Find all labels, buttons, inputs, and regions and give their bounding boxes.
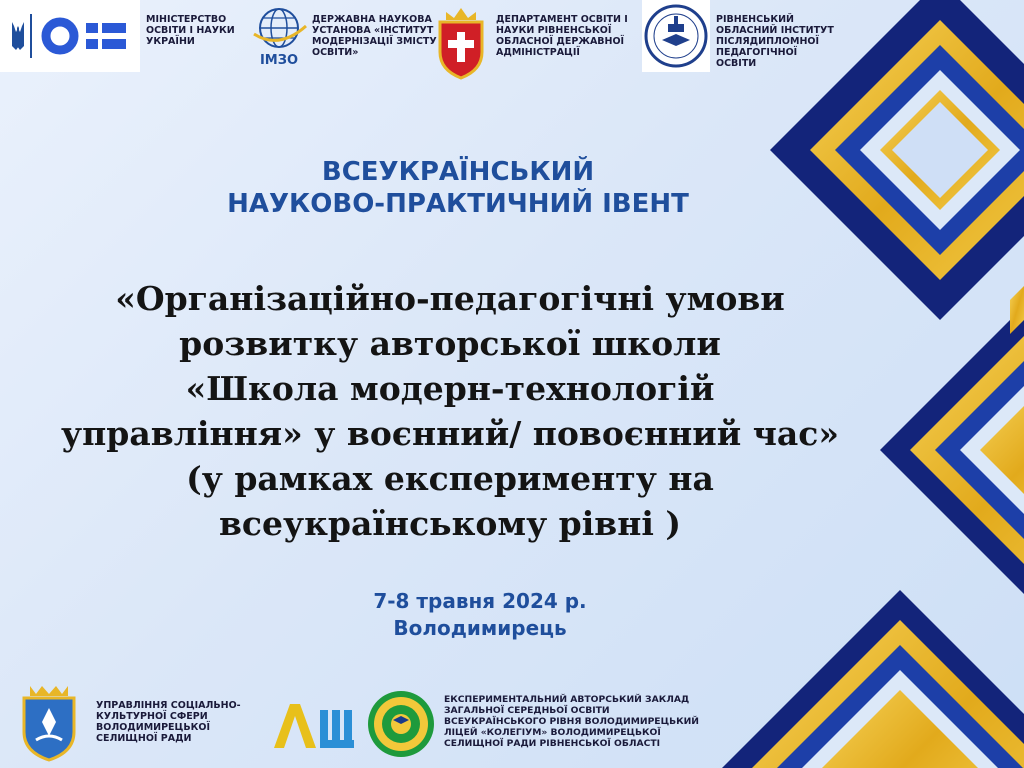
coat-of-arms-icon <box>432 6 490 80</box>
dept-caption: ДЕПАРТАМЕНТ ОСВІТИ І НАУКИ РІВНЕНСЬКОЇ ОБЛАСНОЇ ДЕРЖАВНОЇ АДМІНІСТРАЦІЇ <box>496 14 628 58</box>
event-kind-line2: НАУКОВО-ПРАКТИЧНИЙ ІВЕНТ <box>227 189 689 219</box>
event-title-line: (у рамках експерименту на <box>186 459 714 498</box>
event-kind-heading <box>0 156 970 220</box>
mon-emblem-icon <box>0 0 140 72</box>
volodymyrets-arms-icon <box>16 682 82 762</box>
institute-caption: РІВНЕНСЬКИЙ ОБЛАСНИЙ ІНСТИТУТ ПІСЛЯДИПЛОМНОЇ ПЕДАГОГІЧНОЇ ОСВІТИ <box>716 14 834 69</box>
event-date: 7-8 травня 2024 р. <box>373 589 587 613</box>
lyceum-emblem-icon <box>366 686 436 762</box>
imzo-logo-text: ІМЗО <box>259 53 299 68</box>
event-title-line: «Організаційно-педагогічні умови <box>115 279 785 318</box>
as-school-logo-icon <box>270 696 360 756</box>
imzo-logo <box>250 6 308 68</box>
mon-logo <box>0 0 140 72</box>
imzo-caption: ДЕРЖАВНА НАУКОВА УСТАНОВА «ІНСТИТУТ МОДЕРНІЗАЦІЇ ЗМІСТУ ОСВІТИ» <box>312 14 437 58</box>
diamond-middle <box>880 290 1024 610</box>
event-title-line: «Школа модерн-технологій <box>185 369 715 408</box>
rivne-oblast-coat-of-arms <box>432 6 490 80</box>
lyceum-logo <box>366 686 436 762</box>
volodymyrets-coat-of-arms <box>16 682 82 762</box>
mon-caption: МІНІСТЕРСТВО ОСВІТИ І НАУКИ УКРАЇНИ <box>146 14 235 47</box>
as-logo-text: АШ <box>314 755 316 756</box>
diamond-bottom <box>720 590 1024 768</box>
institute-seal-icon <box>642 0 710 72</box>
lyceum-caption: ЕКСПЕРИМЕНТАЛЬНИЙ АВТОРСЬКИЙ ЗАКЛАД ЗАГАЛЬНОЇ СЕРЕДНЬОЇ ОСВІТИ ВСЕУКРАЇНСЬКОГО РІВНЯ ВОЛОДИМИРЕЦЬКИЙ ЛІЦЕЙ «КОЛЕГІУМ» ВОЛОДИМИРЕЦЬКОЇ СЕЛИЩНОЇ РАДИ РІВНЕНСЬКОЇ ОБЛАСТІ <box>444 694 699 749</box>
event-title <box>20 276 880 546</box>
event-title-line: розвитку авторської школи <box>179 324 721 363</box>
event-title-line: всеукраїнському рівні ) <box>218 504 682 543</box>
globe-icon <box>250 6 308 68</box>
event-place: Володимирець <box>393 616 567 640</box>
event-title-line: управління» у воєнний/ повоєнний час» <box>61 414 839 453</box>
as-logo <box>270 696 360 756</box>
event-kind-line1: ВСЕУКРАЇНСЬКИЙ <box>321 157 595 187</box>
institute-logo <box>642 0 710 72</box>
social-dept-caption: УПРАВЛІННЯ СОЦІАЛЬНО- КУЛЬТУРНОЇ СФЕРИ ВОЛОДИМИРЕЦЬКОЇ СЕЛИЩНОЇ РАДИ <box>96 700 241 744</box>
event-date-place <box>280 588 680 642</box>
